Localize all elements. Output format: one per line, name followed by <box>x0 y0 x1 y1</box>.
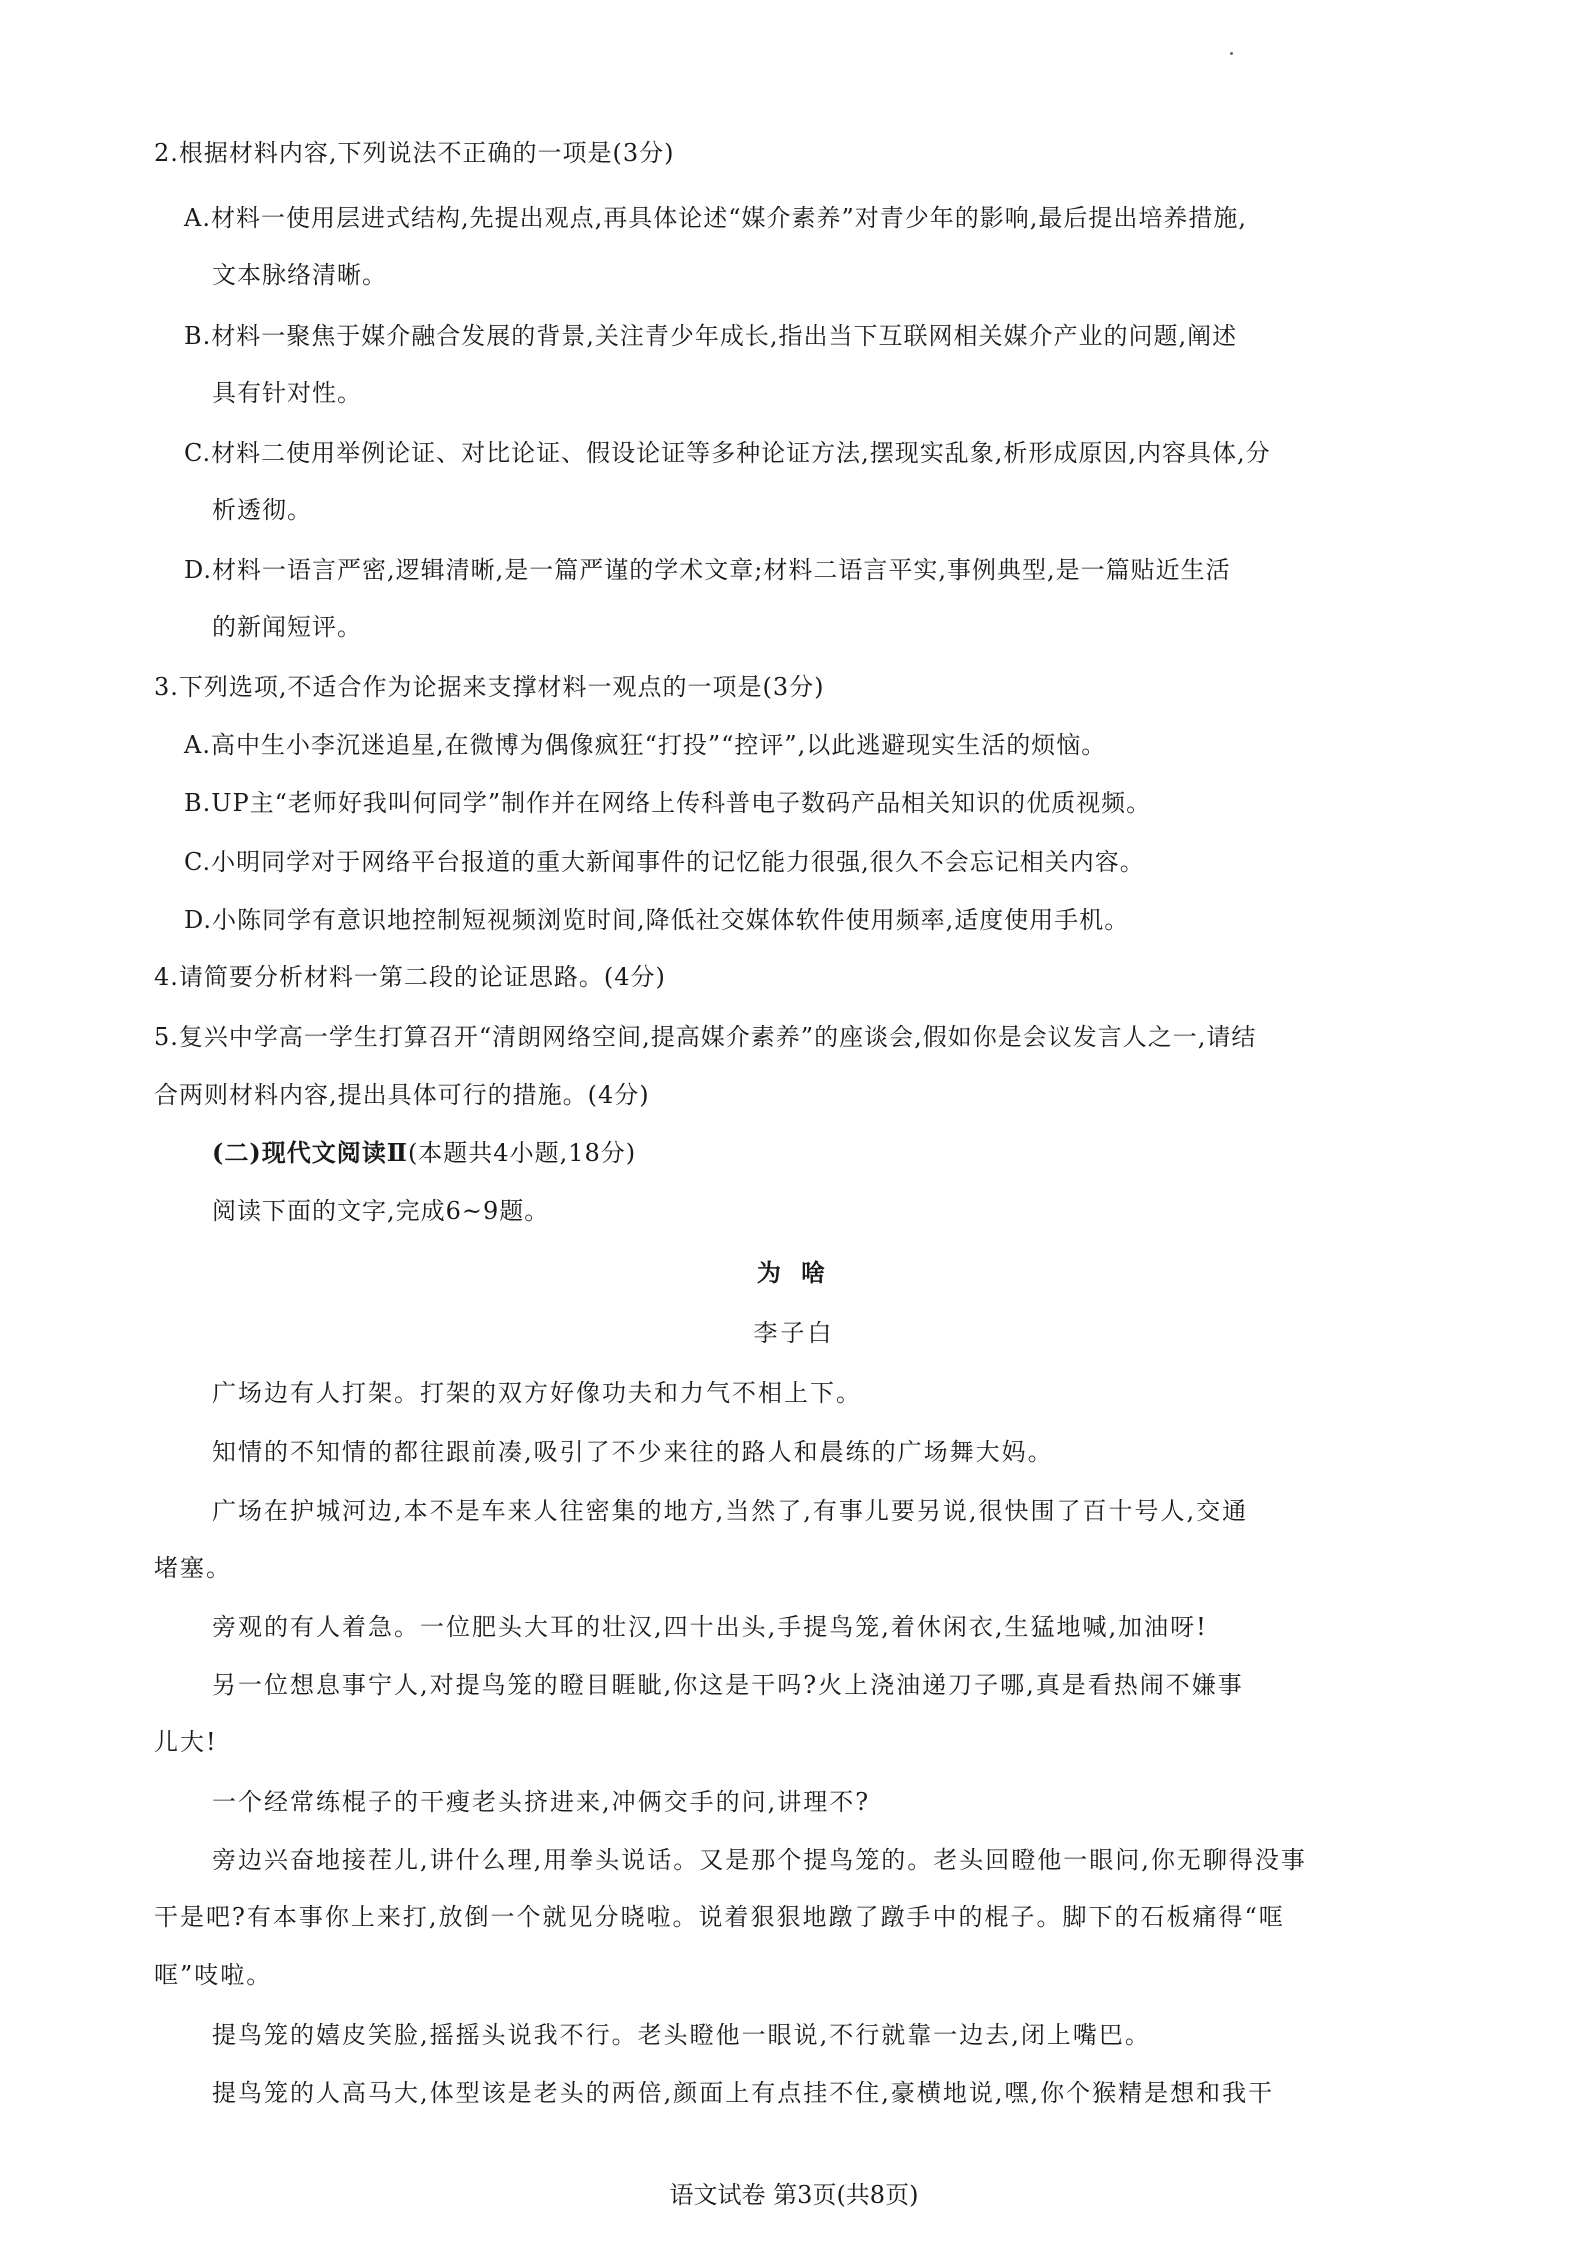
question-2-option-c-cont: 析透彻。 <box>212 496 312 524</box>
scan-speck <box>1230 52 1233 55</box>
question-2-option-d-cont: 的新闻短评。 <box>212 613 362 641</box>
question-2-option-b: B.材料一聚焦于媒介融合发展的背景,关注青少年成长,指出当下互联网相关媒介产业的问题,阐述 <box>184 322 1238 350</box>
story-paragraph-3: 广场在护城河边,本不是车来人往密集的地方,当然了,有事儿要另说,很快围了百十号人,交通 <box>212 1497 1249 1525</box>
story-paragraph-5: 另一位想息事宁人,对提鸟笼的瞪目睚眦,你这是干吗?火上浇油递刀子哪,真是看热闹不嫌事 <box>212 1671 1244 1699</box>
story-paragraph-3-cont: 堵塞。 <box>154 1554 232 1582</box>
question-2-option-a: A.材料一使用层进式结构,先提出观点,再具体论述“媒介素养”对青少年的影响,最后提出培养措施, <box>184 204 1248 232</box>
story-paragraph-7: 旁边兴奋地接茬儿,讲什么理,用拳头说话。又是那个提鸟笼的。老头回瞪他一眼问,你无聊得没事 <box>212 1846 1307 1874</box>
section-instruction: 阅读下面的文字,完成6~9题。 <box>212 1197 550 1225</box>
question-2-option-d: D.材料一语言严密,逻辑清晰,是一篇严谨的学术文章;材料二语言平实,事例典型,是一篇贴近生活 <box>184 556 1231 584</box>
question-2-option-b-cont: 具有针对性。 <box>212 379 362 407</box>
story-paragraph-7-cont-2: 哐”吱啦。 <box>154 1961 273 1989</box>
story-paragraph-6: 一个经常练棍子的干瘦老头挤进来,冲俩交手的问,讲理不? <box>212 1788 871 1816</box>
story-paragraph-2: 知情的不知情的都往跟前凑,吸引了不少来往的路人和晨练的广场舞大妈。 <box>212 1438 1054 1466</box>
story-paragraph-7-cont-1: 干是吧?有本事你上来打,放倒一个就见分晓啦。说着狠狠地蹾了蹾手中的棍子。脚下的石板痛得“哐 <box>154 1903 1285 1931</box>
story-paragraph-5-cont: 儿大! <box>154 1728 218 1756</box>
story-paragraph-1: 广场边有人打架。打架的双方好像功夫和力气不相上下。 <box>212 1379 862 1407</box>
question-2-stem: 2.根据材料内容,下列说法不正确的一项是(3分) <box>154 139 675 167</box>
question-2-option-a-cont: 文本脉络清晰。 <box>212 261 387 289</box>
question-2-option-c: C.材料二使用举例论证、对比论证、假设论证等多种论证方法,摆现实乱象,析形成原因,内容具体,分 <box>184 439 1271 467</box>
story-title: 为 啥 <box>756 1258 832 1287</box>
story-paragraph-8: 提鸟笼的嬉皮笑脸,摇摇头说我不行。老头瞪他一眼说,不行就靠一边去,闭上嘴巴。 <box>212 2021 1151 2049</box>
page-footer: 语文试卷 第3页(共8页) <box>669 2181 919 2209</box>
question-5-stem-cont: 合两则材料内容,提出具体可行的措施。(4分) <box>154 1081 650 1109</box>
question-5-stem: 5.复兴中学高一学生打算召开“清朗网络空间,提高媒介素养”的座谈会,假如你是会议发言人之一,请结 <box>154 1023 1257 1051</box>
question-3-option-d: D.小陈同学有意识地控制短视频浏览时间,降低社交媒体软件使用频率,适度使用手机。 <box>184 906 1130 934</box>
section-heading-title: (二)现代文阅读Ⅱ <box>212 1138 408 1167</box>
story-author: 李子白 <box>753 1319 835 1347</box>
question-3-option-c: C.小明同学对于网络平台报道的重大新闻事件的记忆能力很强,很久不会忘记相关内容。 <box>184 848 1145 876</box>
story-paragraph-4: 旁观的有人着急。一位肥头大耳的壮汉,四十出头,手提鸟笼,着休闲衣,生猛地喊,加油呀! <box>212 1613 1208 1641</box>
question-3-option-b: B.UP主“老师好我叫何同学”制作并在网络上传科普电子数码产品相关知识的优质视频。 <box>184 789 1152 817</box>
section-heading <box>212 1138 636 1168</box>
section-heading-note: (本题共4小题,18分) <box>407 1139 637 1167</box>
story-paragraph-9: 提鸟笼的人高马大,体型该是老头的两倍,颜面上有点挂不住,豪横地说,嘿,你个猴精是想和我干 <box>212 2079 1275 2107</box>
question-3-option-a: A.高中生小李沉迷追星,在微博为偶像疯狂“打投”“控评”,以此逃避现实生活的烦恼。 <box>184 731 1107 759</box>
question-4-stem: 4.请简要分析材料一第二段的论证思路。(4分) <box>154 963 666 991</box>
question-3-stem: 3.下列选项,不适合作为论据来支撑材料一观点的一项是(3分) <box>154 673 825 701</box>
